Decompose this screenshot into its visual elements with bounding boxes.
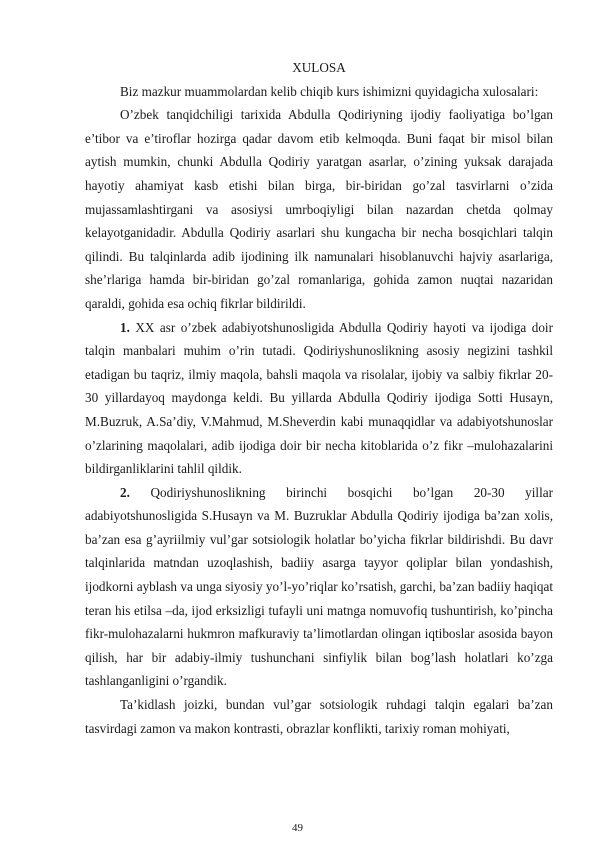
point-2-number: 2.	[120, 484, 130, 500]
paragraph-intro-text: Biz mazkur muammolardan kelib chiqib kurs ishimizni quyidagicha xulosalari:	[120, 83, 539, 99]
point-1-text: XX asr o’zbek adabiyotshunosligida Abdulla Qodiriy hayoti va ijodiga doir talqin manbalari muhim o’rin tutadi. Qodiriyshunoslikning asosiy negizini tashkil etadigan bu taqriz, ilmiy maqola, bahsli maqola va risolalar, ijobiy va salbiy fikrlar 20-30 yillardayoq maydonga keldi. Bu yillarda Abdulla Qodiriy ijodiga Sotti Husayn, M.Buzruk, A.Sa’diy, V.Mahmud, M.Sheverdin kabi munaqqidlar va adabiyotshunoslar o’zlarining maqolalari, adib ijodiga doir bir necha kitoblarida o’z fikr –mulohazalarini bildirganliklarini tahlil qildik.	[85, 319, 553, 477]
paragraph-intro	[85, 80, 553, 104]
paragraph-2: O’zbek tanqidchiligi tarixida Abdulla Qodiriyning ijodiy faoliyatiga bo’lgan e’tibor va e’tiroflar hozirga qadar davom etib kelmoqda. Buni faqat bir misol bilan aytish mumkin, chunki Abdulla Qodiriy yaratgan asarlar, o’zining yuksak darajada hayotiy ahamiyat kasb etishi bilan birga, bir-biridan go’zal tasvirlarni o’zida mujassamlashtirgani va asosiysi umrboqiyligi bilan nazardan chetda qolmay kelayotganidadir. Abdulla Qodiriy asarlari shu kungacha bir necha bosqichlari talqin qilindi. Bu talqinlarda adib ijodining ilk namunalari hisoblanuvchi hajviy asarlariga, she’rlariga hamda bir-biridan go’zal romanlariga, gohida zamon nuqtai nazaridan qaraldi, gohida esa ochiq fikrlar bildirildi.	[85, 107, 553, 311]
paragraph-point-2	[85, 481, 553, 693]
page-title: XULOSA	[292, 60, 346, 75]
point-2-text: Qodiriyshunoslikning birinchi bosqichi bo’lgan 20-30 yillar adabiyotshunosligida S.Husayn va M. Buzruklar Abdulla Qodiriy ijodiga ba’zan xolis, ba’zan esa g’ayriilmiy vul’gar sotsiologik holatlar bo’yicha fikrlar bildirishdi. Bu davr talqinlarida matndan uzoqlashish, badiiy asarga tayyor qoliplar bilan yondashish, ijodkorni ayblash va unga siyosiy yo’l-yo’riqlar ko’rsatish, garchi, ba’zan badiiy haqiqat teran his etilsa –da, ijod erksizligi tufayli uni matnga nomuvofiq tushuntirish, ko’pincha fikr-mulohazalarni hukmron mafkuraviy ta’limotlardan olingan iqtiboslar asosida bayon qilish, har bir adabiy-ilmiy tushunchani sinfiylik bilan bog’lash holatlari ko’zga tashlanganligini o’rgandik.	[85, 484, 553, 689]
paragraph-5: Ta’kidlash joizki, bundan vul’gar sotsiologik ruhdagi talqin egalari ba’zan tasvirdagi zamon va makon kontrasti, obrazlar konflikti, tarixiy roman mohiyati,	[85, 697, 553, 736]
document-page	[85, 56, 553, 740]
page-number: 49	[292, 822, 303, 834]
paragraph-point-1	[85, 316, 553, 481]
point-1-number: 1.	[120, 319, 130, 335]
